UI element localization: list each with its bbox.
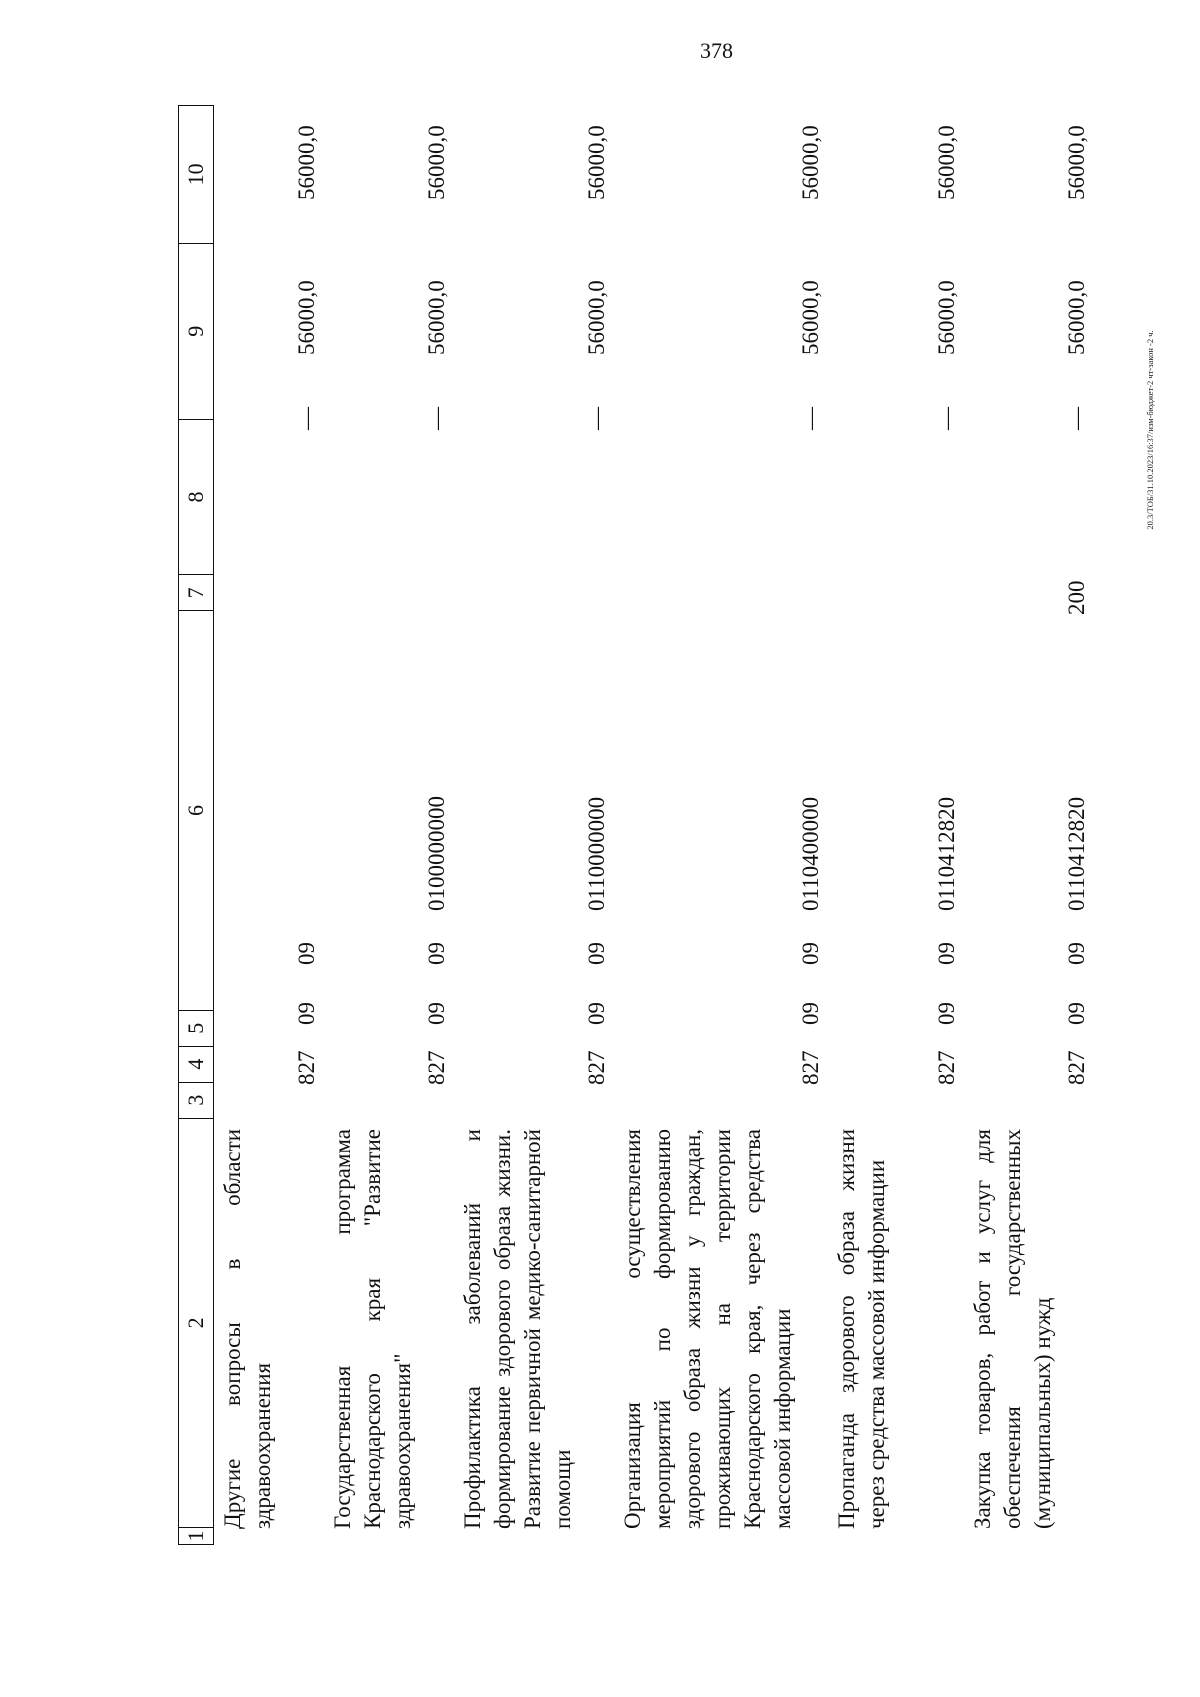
row-c3: 827 xyxy=(798,1050,823,1085)
header-col-5: 5 xyxy=(179,1011,213,1047)
row-c6: 0100000000 xyxy=(424,796,449,911)
row-c9: 56000,0 xyxy=(424,280,449,355)
table-row xyxy=(614,105,828,1545)
row-name: Государственная программа Краснодарского края "Развитие здравоохранения" xyxy=(330,1129,415,1529)
header-col-7: 7 xyxy=(179,575,213,611)
row-c9: 56000,0 xyxy=(798,280,823,355)
row-c6: 0110412820 xyxy=(1064,796,1089,911)
budget-table xyxy=(178,105,1178,1545)
page-number: 378 xyxy=(700,38,733,63)
row-c10: 56000,0 xyxy=(934,125,959,200)
header-col-3: 3 xyxy=(179,1083,213,1119)
row-c7: 200 xyxy=(1064,580,1089,615)
row-c3: 827 xyxy=(1064,1050,1089,1085)
row-c10: 56000,0 xyxy=(1064,125,1089,200)
row-c4: 09 xyxy=(798,1002,823,1025)
row-c4: 09 xyxy=(1064,1002,1089,1025)
row-c5: 09 xyxy=(424,942,449,965)
row-c6: 0110412820 xyxy=(934,796,959,911)
row-c5: 09 xyxy=(798,942,823,965)
row-c6: 0110000000 xyxy=(584,796,609,911)
row-c4: 09 xyxy=(424,1002,449,1025)
row-c10: 56000,0 xyxy=(584,125,609,200)
row-c5: 09 xyxy=(934,942,959,965)
row-c6: 0110400000 xyxy=(798,796,823,911)
row-c4: 09 xyxy=(934,1002,959,1025)
row-c9: 56000,0 xyxy=(584,280,609,355)
row-c4: 09 xyxy=(294,1002,319,1025)
row-name: Закупка товаров, работ и услуг для обеспечения государственных (муниципальных) нужд xyxy=(970,1129,1055,1529)
row-c3: 827 xyxy=(584,1050,609,1085)
table-row xyxy=(214,105,324,1545)
row-c10: 56000,0 xyxy=(294,125,319,200)
row-c3: 827 xyxy=(294,1050,319,1085)
row-c8: — xyxy=(934,407,959,430)
table-row xyxy=(828,105,964,1545)
table-row xyxy=(324,105,454,1545)
row-c9: 56000,0 xyxy=(1064,280,1089,355)
document-stamp: 20.3/ТОБ/31.10.2023/16:37/изм-бюджет-2 чт-закон -2 ч. xyxy=(1145,330,1155,530)
header-col-4: 4 xyxy=(179,1047,213,1083)
row-c3: 827 xyxy=(934,1050,959,1085)
row-c9: 56000,0 xyxy=(934,280,959,355)
table-row xyxy=(454,105,614,1545)
row-name: Организация осуществления мероприятий по формированию здорового образа жизни у граждан, проживающих на территории Краснодарского края, через средства массовой информации xyxy=(620,1129,795,1529)
row-c8: — xyxy=(798,407,823,430)
header-col-10: 10 xyxy=(179,106,213,244)
row-c5: 09 xyxy=(584,942,609,965)
row-name: Пропаганда здорового образа жизни через средства массовой информации xyxy=(834,1129,889,1529)
header-col-9: 9 xyxy=(179,244,213,420)
header-col-2: 2 xyxy=(179,1119,213,1528)
row-name: Профилактика заболеваний и формирование здорового образа жизни. Развитие первичной медико-санитарной помощи xyxy=(460,1129,575,1529)
row-c8: — xyxy=(424,407,449,430)
row-c3: 827 xyxy=(424,1050,449,1085)
row-c5: 09 xyxy=(1064,942,1089,965)
row-c4: 09 xyxy=(584,1002,609,1025)
row-c8: — xyxy=(1064,407,1089,430)
row-c8: — xyxy=(294,407,319,430)
row-c9: 56000,0 xyxy=(294,280,319,355)
header-col-1: 1 xyxy=(183,1530,208,1542)
row-c5: 09 xyxy=(294,942,319,965)
header-col-6: 6 xyxy=(179,611,213,1010)
row-c10: 56000,0 xyxy=(798,125,823,200)
table-header xyxy=(178,105,214,1545)
row-c10: 56000,0 xyxy=(424,125,449,200)
header-col-8: 8 xyxy=(179,420,213,576)
row-c8: — xyxy=(584,407,609,430)
table-row xyxy=(964,105,1094,1545)
row-name: Другие вопросы в области здравоохранения xyxy=(220,1129,275,1529)
